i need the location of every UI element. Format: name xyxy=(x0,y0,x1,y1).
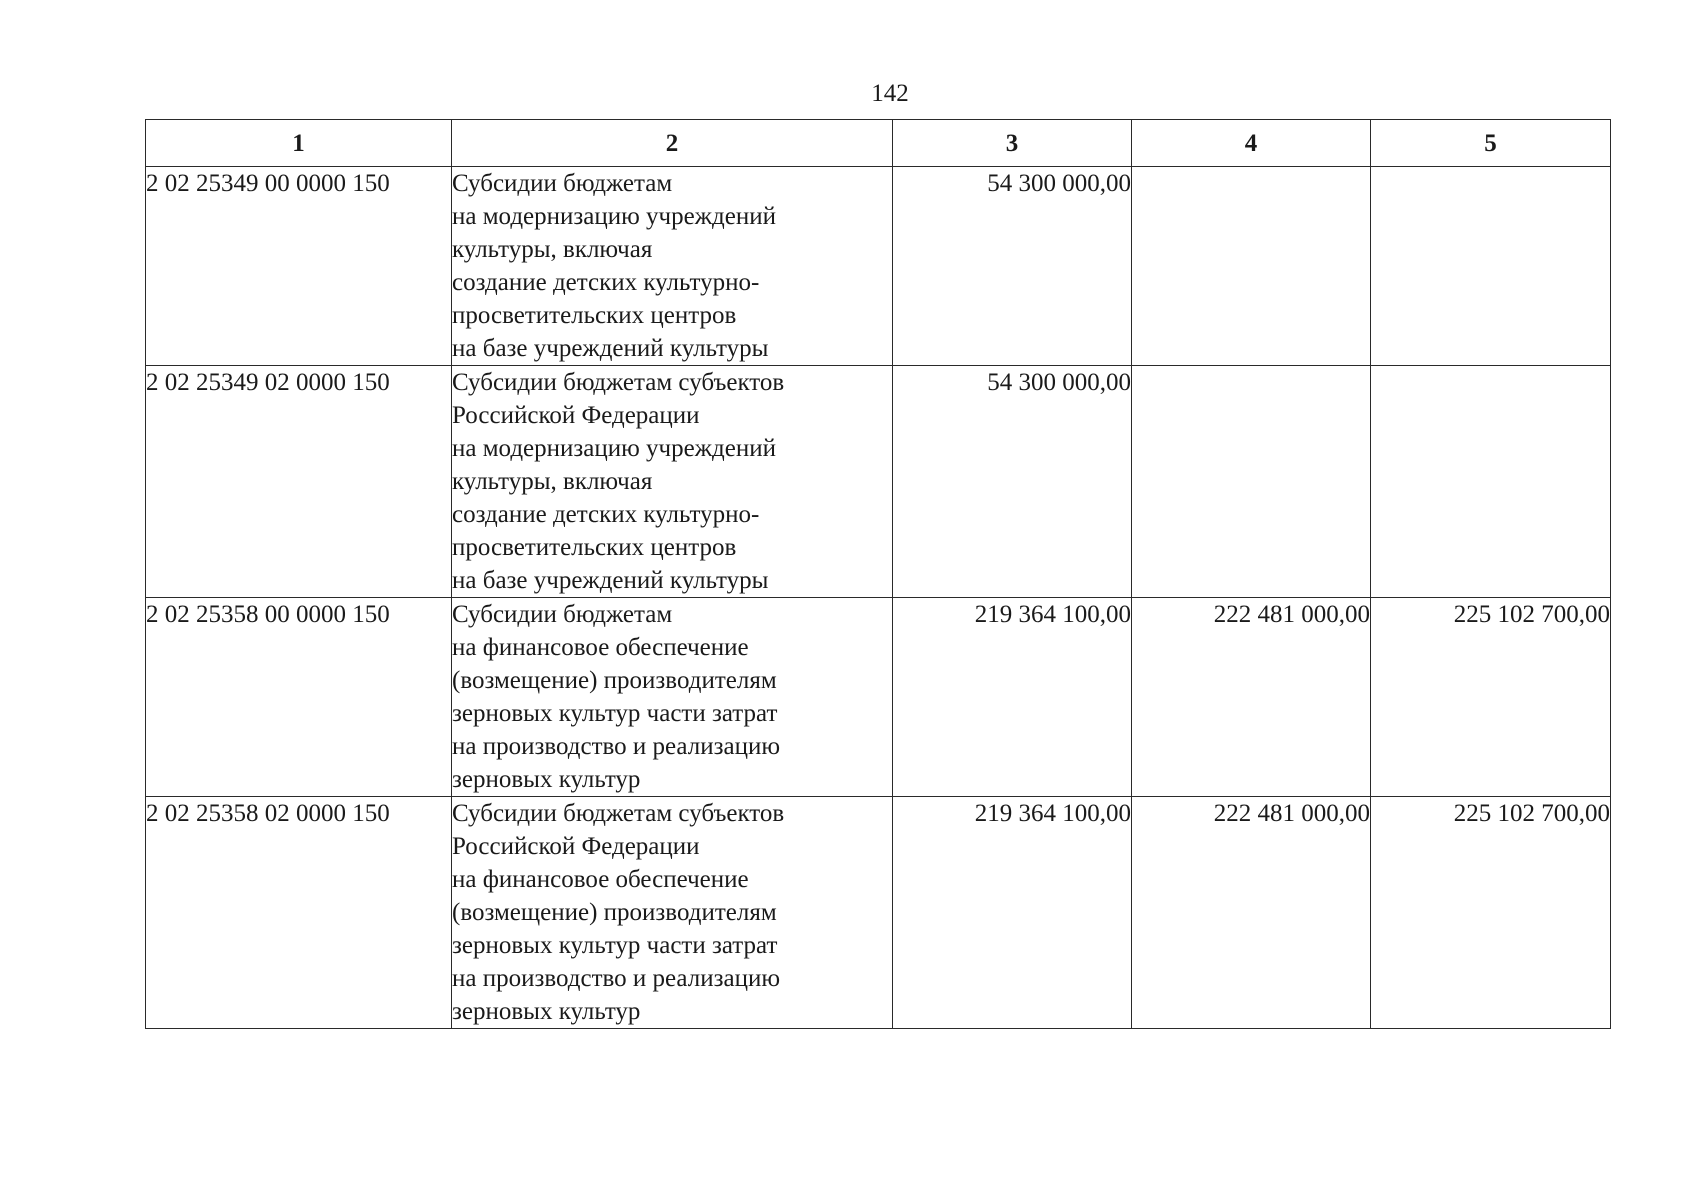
header-col-5: 5 xyxy=(1371,120,1611,167)
amount-col-3-cell: 219 364 100,00 xyxy=(893,797,1132,1029)
description-line: создание детских культурно- xyxy=(452,501,760,528)
description-line: создание детских культурно- xyxy=(452,269,760,296)
budget-code-cell: 2 02 25358 02 0000 150 xyxy=(146,797,452,1029)
description-cell xyxy=(452,598,893,797)
description-line: зерновых культур xyxy=(452,998,641,1025)
description-line: зерновых культур xyxy=(452,766,641,793)
description-cell xyxy=(452,167,893,366)
description-line: Субсидии бюджетам xyxy=(452,170,673,197)
table-row xyxy=(146,167,1611,366)
description-line: на модернизацию учреждений xyxy=(452,435,776,462)
budget-code-cell: 2 02 25349 02 0000 150 xyxy=(146,366,452,598)
description-line: (возмещение) производителям xyxy=(452,899,777,926)
description-line: просветительских центров xyxy=(452,302,737,329)
budget-table xyxy=(145,119,1611,1029)
amount-col-5-cell: 225 102 700,00 xyxy=(1371,598,1611,797)
description-line: на производство и реализацию xyxy=(452,733,781,760)
description-line: на базе учреждений культуры xyxy=(452,335,769,362)
amount-col-5-cell xyxy=(1371,366,1611,598)
description-line: Субсидии бюджетам субъектов xyxy=(452,369,785,396)
budget-code-cell: 2 02 25349 00 0000 150 xyxy=(146,167,452,366)
description-line: Российской Федерации xyxy=(452,402,700,429)
description-line: зерновых культур части затрат xyxy=(452,932,778,959)
amount-col-3-cell: 54 300 000,00 xyxy=(893,167,1132,366)
description-line: культуры, включая xyxy=(452,236,653,263)
description-line: на базе учреждений культуры xyxy=(452,567,769,594)
amount-col-5-cell: 225 102 700,00 xyxy=(1371,797,1611,1029)
table-row xyxy=(146,797,1611,1029)
amount-col-4-cell xyxy=(1132,366,1371,598)
budget-code-cell: 2 02 25358 00 0000 150 xyxy=(146,598,452,797)
description-cell xyxy=(452,797,893,1029)
table-row xyxy=(146,598,1611,797)
table-row xyxy=(146,366,1611,598)
description-line: на модернизацию учреждений xyxy=(452,203,776,230)
header-col-4: 4 xyxy=(1132,120,1371,167)
header-col-1: 1 xyxy=(146,120,452,167)
description-line: Субсидии бюджетам xyxy=(452,601,673,628)
amount-col-5-cell xyxy=(1371,167,1611,366)
description-line: зерновых культур части затрат xyxy=(452,700,778,727)
amount-col-4-cell: 222 481 000,00 xyxy=(1132,797,1371,1029)
header-col-3: 3 xyxy=(893,120,1132,167)
header-row xyxy=(146,120,1611,167)
amount-col-3-cell: 54 300 000,00 xyxy=(893,366,1132,598)
description-line: Субсидии бюджетам субъектов xyxy=(452,800,785,827)
description-line: Российской Федерации xyxy=(452,833,700,860)
description-line: на финансовое обеспечение xyxy=(452,634,749,661)
amount-col-4-cell xyxy=(1132,167,1371,366)
page-number: 142 xyxy=(871,80,909,107)
description-line: культуры, включая xyxy=(452,468,653,495)
header-col-2: 2 xyxy=(452,120,893,167)
description-line: (возмещение) производителям xyxy=(452,667,777,694)
description-line: просветительских центров xyxy=(452,534,737,561)
description-line: на производство и реализацию xyxy=(452,965,781,992)
amount-col-4-cell: 222 481 000,00 xyxy=(1132,598,1371,797)
description-cell xyxy=(452,366,893,598)
amount-col-3-cell: 219 364 100,00 xyxy=(893,598,1132,797)
description-line: на финансовое обеспечение xyxy=(452,866,749,893)
